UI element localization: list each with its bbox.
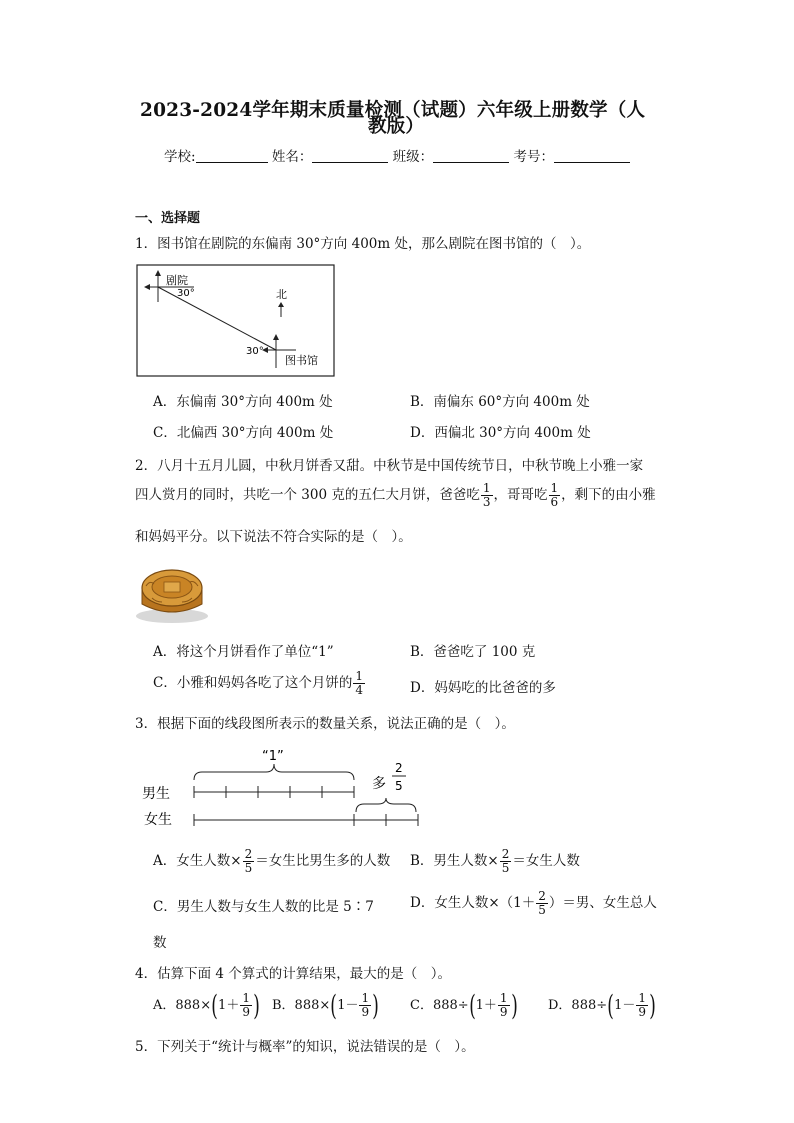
q1-stem: 1．图书馆在剧院的东偏南 30°方向 400m 处，那么剧院在图书馆的（ ）。 — [135, 236, 591, 252]
q2-line3: 和妈妈平分。以下说法不符合实际的是（ ）。 — [135, 529, 412, 545]
north-label: 北 — [276, 288, 287, 301]
class-label: 班级： — [392, 149, 434, 165]
q4-b-pre: B．888× — [272, 998, 331, 1013]
fraction-one-ninth: $\frac{1}{9}$ — [242, 991, 250, 1019]
more-label: 多 — [372, 776, 386, 792]
left-paren: ( — [607, 988, 614, 1022]
q2-line2-part-b: ，哥哥吃 — [493, 487, 548, 503]
girls-label: 女生 — [144, 812, 172, 828]
q3-d-post: ）＝男、女生总人 — [548, 895, 657, 911]
q1-option-d[interactable]: D．西偏北 30°方向 400m 处 — [410, 425, 591, 441]
fraction-two-fifths: $\frac{2}{5}$ — [538, 889, 546, 917]
q1-option-c[interactable]: C．北偏西 30°方向 400m 处 — [153, 425, 334, 441]
unit-one-label: “1” — [262, 749, 284, 764]
right-paren: ) — [372, 988, 379, 1022]
q4-d-pre: D．888÷ — [548, 998, 608, 1013]
right-paren: ) — [649, 988, 656, 1022]
q5-stem: 5．下列关于“统计与概率”的知识，说法错误的是（ ）。 — [135, 1039, 475, 1055]
fraction-one-ninth: $\frac{1}{9}$ — [361, 991, 370, 1019]
mooncake-image — [134, 558, 210, 624]
q3-option-a[interactable] — [153, 846, 390, 876]
more-frac-denominator: 5 — [395, 779, 403, 793]
exam-no-blank[interactable] — [554, 148, 630, 163]
q3-a-post: ＝女生比男生多的人数 — [255, 853, 391, 869]
theater-north-arrow-icon — [155, 270, 161, 276]
q2-option-b[interactable]: B．爸爸吃了 100 克 — [410, 644, 536, 660]
q3-option-d[interactable] — [410, 888, 657, 918]
fraction-one-ninth: $\frac{1}{9}$ — [638, 991, 646, 1019]
left-paren: ( — [468, 988, 476, 1022]
q4-option-a[interactable] — [153, 990, 260, 1022]
q1-option-a[interactable]: A．东偏南 30°方向 400m 处 — [153, 394, 333, 410]
q3-option-c[interactable]: C．男生人数与女生人数的比是 5∶7 — [153, 899, 374, 915]
west-arrow-icon — [144, 284, 150, 290]
q2-line2-part-a: 四人赏月的同时，共吃一个 300 克的五仁大月饼，爸爸吃 — [135, 487, 480, 503]
q4-c-op: 1＋ — [475, 998, 497, 1013]
right-paren: ) — [510, 988, 518, 1022]
page-title-line2: 教版） — [368, 116, 425, 137]
section-heading: 一、选择题 — [135, 211, 201, 226]
name-label: 姓名： — [271, 149, 313, 165]
q1-option-b[interactable]: B．南偏东 60°方向 400m 处 — [410, 394, 590, 410]
q4-stem: 4．估算下面 4 个算式的计算结果，最大的是（ ）。 — [135, 966, 452, 982]
school-blank[interactable] — [196, 148, 268, 163]
more-frac-numerator: 2 — [395, 761, 403, 775]
q3-d-pre: D．女生人数×（1＋ — [410, 895, 536, 911]
right-paren: ) — [253, 988, 260, 1022]
q2-line1: 2．八月十五月儿圆，中秋月饼香又甜。中秋节是中国传统节日，中秋节晚上小雅一家 — [135, 458, 644, 474]
q4-c-pre: C．888÷ — [410, 998, 469, 1013]
q3-b-post: ＝女生人数 — [512, 853, 580, 869]
angle-top-label: 30° — [177, 288, 195, 299]
fraction-one-sixth: $\frac{1}{6}$ — [550, 481, 559, 509]
q4-option-c[interactable] — [410, 990, 517, 1022]
left-paren: ( — [330, 988, 338, 1022]
angle-bottom-label: 30° — [246, 346, 264, 357]
q2-line2-part-c: ，剩下的由小雅 — [561, 487, 656, 503]
q1-direction-figure — [136, 264, 336, 378]
q2-option-c[interactable] — [153, 668, 366, 698]
theater-label: 剧院 — [166, 274, 188, 287]
q2-option-d[interactable]: D．妈妈吃的比爸爸的多 — [410, 680, 556, 696]
q4-a-op: 1＋ — [218, 998, 240, 1013]
q4-option-b[interactable] — [272, 990, 379, 1022]
q3-b-pre: B．男生人数× — [410, 853, 499, 869]
class-blank[interactable] — [433, 148, 509, 163]
fraction-two-fifths: $\frac{2}{5}$ — [244, 847, 253, 875]
library-label: 图书馆 — [285, 354, 318, 367]
q4-d-op: 1－ — [614, 998, 636, 1013]
q3-option-b[interactable] — [410, 846, 580, 876]
page-title-line1: 2023-2024学年期末质量检测（试题）六年级上册数学（人 — [140, 100, 646, 121]
connecting-line — [158, 287, 276, 350]
left-paren: ( — [211, 988, 218, 1022]
exam-no-label: 考号： — [513, 149, 554, 165]
q4-option-d[interactable] — [548, 990, 656, 1022]
fraction-one-third: $\frac{1}{3}$ — [482, 481, 491, 509]
q3-segment-diagram — [138, 744, 428, 830]
info-fields — [164, 145, 630, 165]
school-label: 学校: — [164, 149, 196, 165]
fraction-two-fifths: $\frac{2}{5}$ — [501, 847, 510, 875]
q3-a-pre: A．女生人数× — [153, 853, 242, 869]
q2-option-a[interactable]: A．将这个月饼看作了单位“1” — [153, 644, 334, 660]
name-blank[interactable] — [312, 148, 388, 163]
more-brace — [356, 798, 416, 812]
fraction-one-quarter: $\frac{1}{4}$ — [355, 669, 363, 697]
north-arrow-icon — [278, 302, 284, 307]
fraction-one-ninth: $\frac{1}{9}$ — [499, 991, 508, 1019]
unit-brace — [194, 764, 354, 780]
q2-line2 — [135, 481, 656, 509]
library-north-arrow-icon — [273, 334, 279, 340]
boys-label: 男生 — [142, 786, 170, 802]
q3-stem: 3．根据下面的线段图所表示的数量关系，说法正确的是（ ）。 — [135, 716, 515, 732]
q2-option-c-text: C．小雅和妈妈各吃了这个月饼的 — [153, 675, 353, 691]
q3-option-d-wrap: 数 — [153, 935, 167, 951]
q4-a-pre: A．888× — [153, 998, 212, 1013]
q4-b-op: 1－ — [337, 998, 359, 1013]
